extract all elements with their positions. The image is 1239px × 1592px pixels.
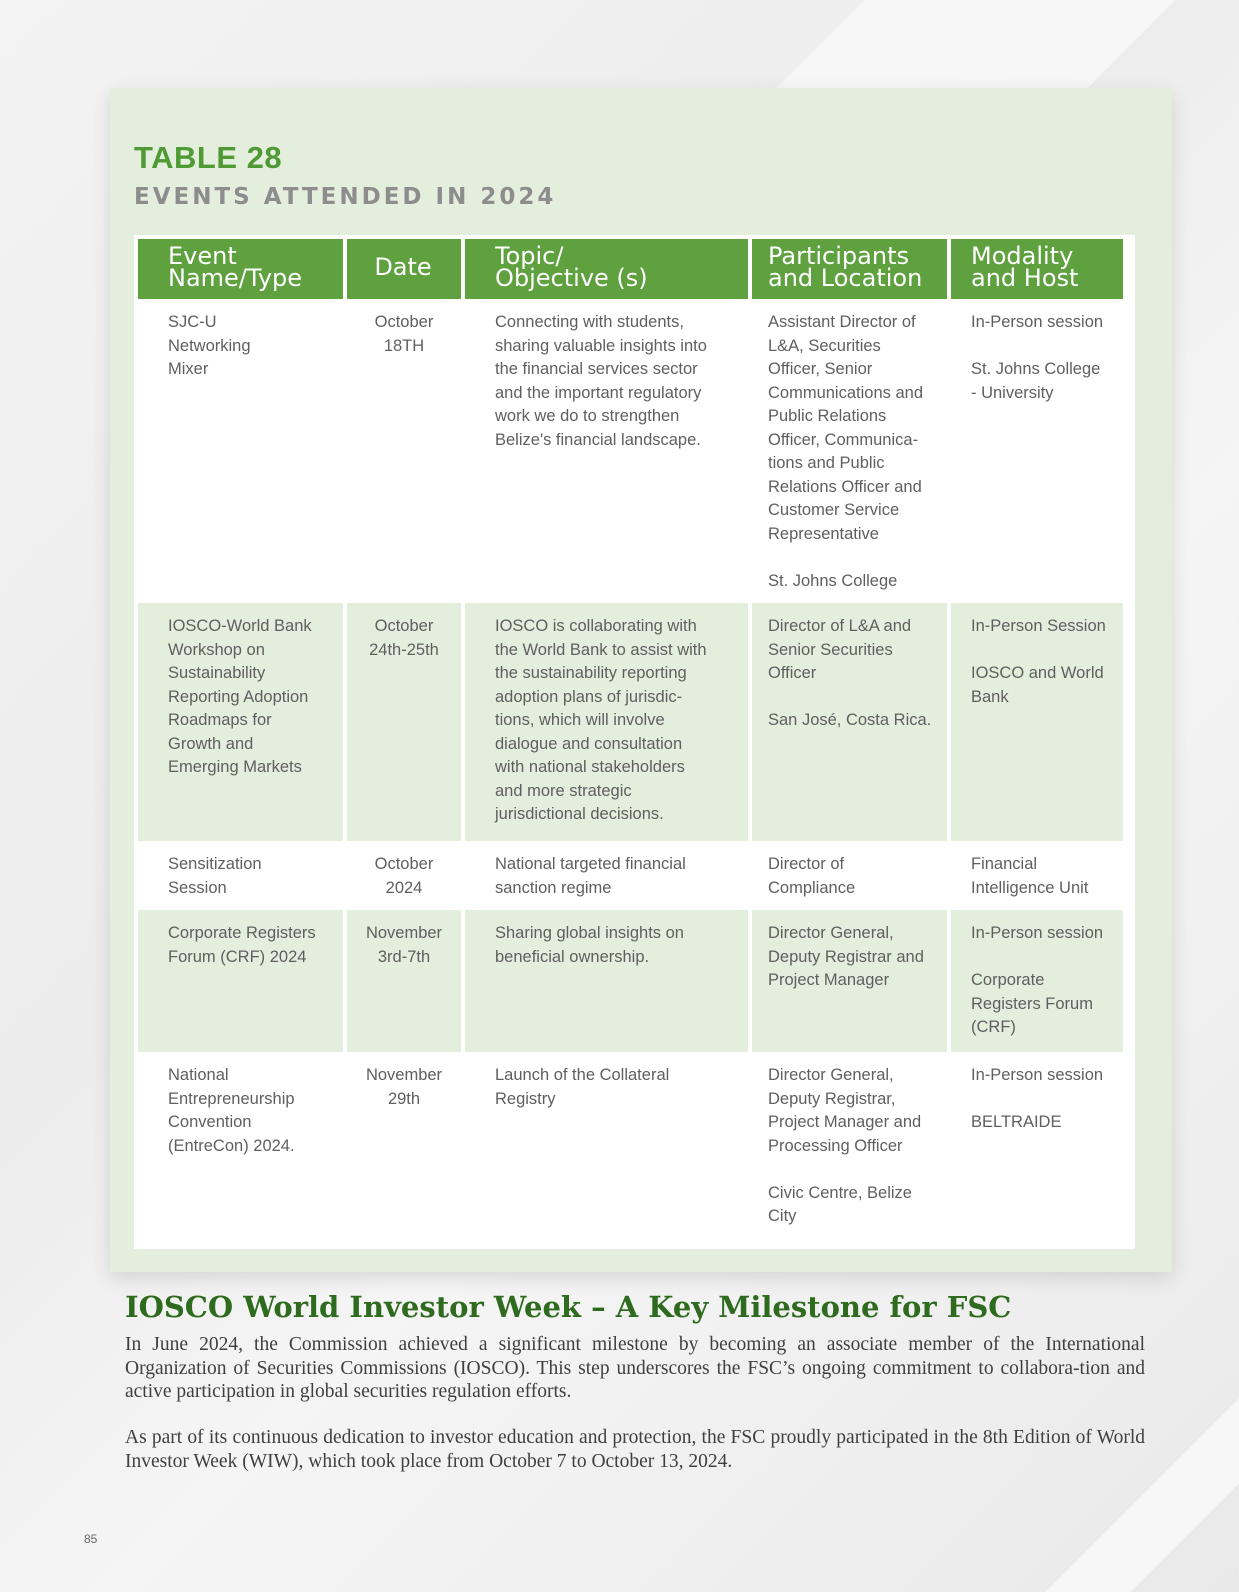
cell-topic: Sharing global insights on beneficial ownership. [465, 910, 748, 1052]
paragraph: As part of its continuous dedication to investor education and protection, the FSC proudly participated in the 8th Edition of World Investor Week (WIW), which took place from October 7 to October 13, 2024. [125, 1427, 1145, 1472]
table-panel [110, 88, 1172, 1272]
cell-topic: Launch of the Collateral Registry [465, 1052, 748, 1239]
header-label: Modality and Host [971, 242, 1079, 292]
column-header-modality [951, 239, 1123, 299]
cell-participants: Director of L&A and Senior Securities Officer San José, Costa Rica. [752, 603, 947, 841]
column-header-event [138, 239, 343, 299]
cell-participants: Director General, Deputy Registrar, Project Manager and Processing Officer Civic Centre, Belize City [752, 1052, 947, 1239]
header-label: Participants and Location [768, 242, 923, 292]
cell-date: October 2024 [347, 841, 461, 910]
column-header-date [347, 239, 461, 299]
table-title: EVENTS ATTENDED IN 2024 [134, 184, 557, 210]
cell-participants: Director General, Deputy Registrar and Project Manager [752, 910, 947, 1052]
cell-topic: Connecting with students, sharing valuable insights into the financial services sector and the important regulatory work we do to strengthen Belize's financial landscape. [465, 299, 748, 603]
cell-date: October 18TH [347, 299, 461, 603]
table-header-row [138, 239, 1123, 299]
header-label: Event Name/Type [168, 242, 303, 292]
table-row [138, 1052, 1123, 1239]
column-header-participants [752, 239, 947, 299]
cell-modality: Financial Intelligence Unit [951, 841, 1123, 910]
table-row [138, 910, 1123, 1052]
table-number: TABLE 28 [134, 140, 283, 175]
cell-modality: In-Person Session IOSCO and World Bank [951, 603, 1123, 841]
cell-date: November 29th [347, 1052, 461, 1239]
cell-modality: In-Person session St. Johns College - University [951, 299, 1123, 603]
cell-event: SJC-U Networking Mixer [138, 299, 343, 603]
cell-event: National Entrepreneurship Convention (EntreCon) 2024. [138, 1052, 343, 1239]
table-row [138, 841, 1123, 910]
cell-topic: National targeted financial sanction regime [465, 841, 748, 910]
cell-participants: Director of Compliance [752, 841, 947, 910]
table-row [138, 603, 1123, 841]
cell-event: Sensitization Session [138, 841, 343, 910]
cell-participants: Assistant Director of L&A, Securities Officer, Senior Communications and Public Relations Officer, Communica- tions and Public Relations Officer and Customer Service Representative St. Johns College [752, 299, 947, 603]
page-number: 85 [84, 1532, 98, 1546]
paragraph: In June 2024, the Commission achieved a significant milestone by becoming an associate member of the International Organization of Securities Commissions (IOSCO). This step underscores the FSC’s ongoing commitment to collabora-tion and active participation in global securities regulation efforts. [125, 1334, 1145, 1402]
table-row [138, 299, 1123, 603]
column-header-topic [465, 239, 748, 299]
cell-date: November 3rd-7th [347, 910, 461, 1052]
section-heading: IOSCO World Investor Week – A Key Milestone for FSC [125, 1290, 1012, 1324]
cell-event: Corporate Registers Forum (CRF) 2024 [138, 910, 343, 1052]
cell-topic: IOSCO is collaborating with the World Bank to assist with the sustainability reporting adoption plans of jurisdic- tions, which will involve dialogue and consultation with national stakeholders and more strategic jurisdictional decisions. [465, 603, 748, 841]
header-label: Date [374, 253, 432, 281]
cell-date: October 24th-25th [347, 603, 461, 841]
cell-modality: In-Person session Corporate Registers Forum (CRF) [951, 910, 1123, 1052]
events-table [134, 235, 1135, 1249]
header-label: Topic/ Objective (s) [495, 242, 648, 292]
cell-event: IOSCO-World Bank Workshop on Sustainability Reporting Adoption Roadmaps for Growth and Emerging Markets [138, 603, 343, 841]
cell-modality: In-Person session BELTRAIDE [951, 1052, 1123, 1239]
